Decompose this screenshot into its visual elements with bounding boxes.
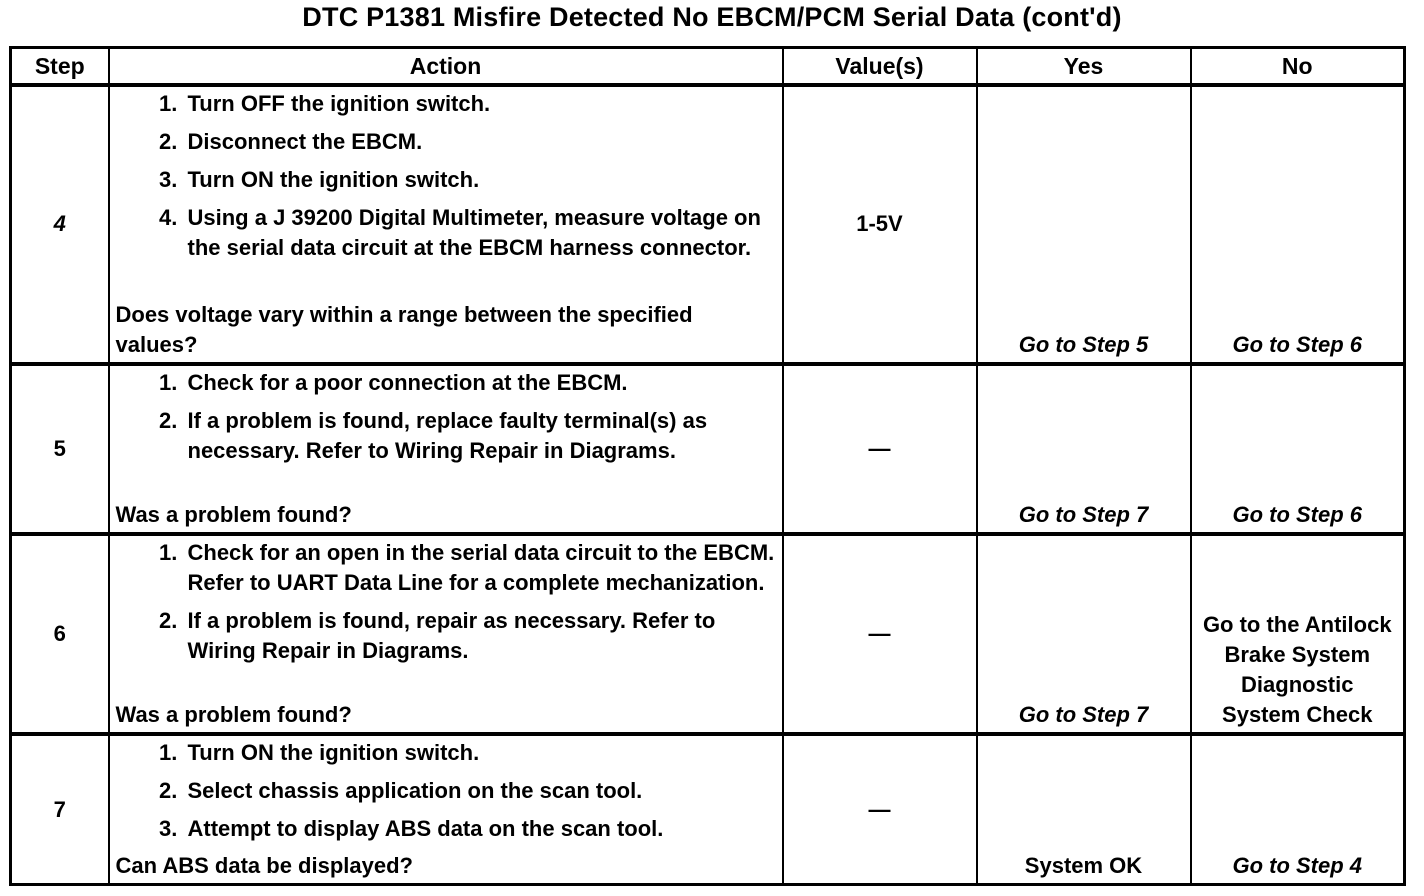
action-list [116, 738, 776, 844]
no-cell [1191, 364, 1405, 534]
action-list [116, 368, 776, 466]
step-number: 6 [11, 534, 109, 734]
header-values: Value(s) [783, 48, 977, 86]
header-row [11, 48, 1405, 86]
action-list [116, 538, 776, 666]
action-question: Can ABS data be displayed? [115, 853, 413, 878]
table-row [11, 734, 1405, 884]
action-cell [109, 734, 783, 884]
yes-result: Go to Step 7 [1018, 501, 1149, 527]
header-yes: Yes [977, 48, 1191, 86]
header-action: Action [109, 48, 783, 86]
action-cell [109, 364, 783, 534]
value-cell: — [783, 734, 977, 884]
diagnostic-table [9, 46, 1406, 886]
action-item: 2. Disconnect the EBCM. [184, 127, 776, 157]
action-item: 2. Select chassis application on the scan tool. [184, 776, 776, 806]
header-no: No [1191, 48, 1405, 86]
no-result [1192, 610, 1404, 730]
yes-cell [977, 85, 1191, 364]
action-item: 1. Turn ON the ignition switch. [184, 738, 776, 768]
yes-cell [977, 734, 1191, 884]
action-question: Was a problem found? [115, 501, 352, 527]
action-cell [109, 534, 783, 734]
table-row [11, 85, 1405, 364]
action-item: 2. If a problem is found, repair as necessary. Refer to Wiring Repair in Diagrams. [184, 606, 776, 666]
action-item: 4. Using a J 39200 Digital Multimeter, measure voltage on the serial data circuit at the EBCM harness connector. [184, 203, 776, 263]
yes-result: System OK [1024, 853, 1143, 878]
action-item: 1. Check for an open in the serial data circuit to the EBCM. Refer to UART Data Line for a complete mechanization. [184, 538, 776, 598]
yes-result: Go to Step 5 [1018, 331, 1149, 357]
no-cell [1191, 85, 1405, 364]
action-item: 1. Check for a poor connection at the EBCM. [184, 368, 776, 398]
table-row [11, 364, 1405, 534]
action-item: 3. Attempt to display ABS data on the scan tool. [184, 814, 776, 844]
no-result-line: Diagnostic [1241, 672, 1354, 698]
action-item: 2. If a problem is found, replace faulty terminal(s) as necessary. Refer to Wiring Repair in Diagrams. [184, 406, 776, 466]
header-step: Step [11, 48, 109, 86]
step-number: 7 [11, 734, 109, 884]
action-cell [109, 85, 783, 364]
yes-result: Go to Step 7 [1018, 702, 1149, 728]
action-item: 3. Turn ON the ignition switch. [184, 165, 776, 195]
no-result-line: Go to the Antilock [1202, 612, 1392, 638]
step-number: 4 [11, 85, 109, 364]
yes-cell [977, 534, 1191, 734]
action-list [116, 89, 776, 263]
no-result: Go to Step 6 [1232, 331, 1363, 357]
no-cell [1191, 534, 1405, 734]
value-cell: — [783, 364, 977, 534]
action-item: 1. Turn OFF the ignition switch. [184, 89, 776, 119]
action-question: Was a problem found? [115, 702, 352, 728]
table-row [11, 534, 1405, 734]
yes-cell [977, 364, 1191, 534]
value-cell: — [783, 534, 977, 734]
document-title: DTC P1381 Misfire Detected No EBCM/PCM Serial Data (cont'd) [302, 2, 1122, 32]
value-cell: 1-5V [783, 85, 977, 364]
step-number: 5 [11, 364, 109, 534]
no-result-line: Brake System [1224, 642, 1371, 668]
no-cell [1191, 734, 1405, 884]
no-result: Go to Step 6 [1232, 501, 1363, 527]
action-question: Does voltage vary within a range between the specified values? [115, 301, 693, 357]
no-result: Go to Step 4 [1232, 853, 1363, 878]
no-result-line: System Check [1222, 702, 1373, 728]
